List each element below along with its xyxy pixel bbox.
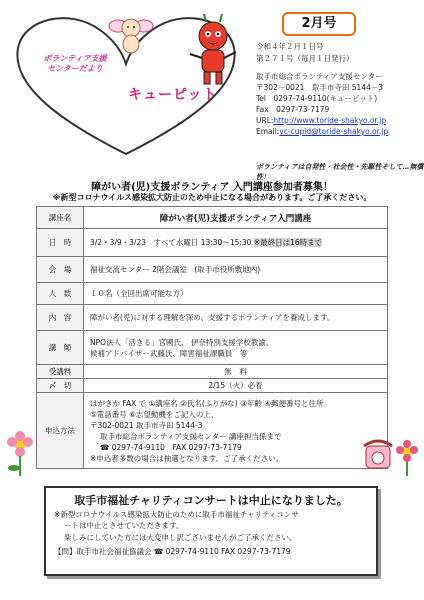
schedule-note: ※最終日は16時まで xyxy=(253,238,323,247)
lecturer-line: 候補アドバイザー武藤氏、障害福祉課職員 等 xyxy=(90,348,248,358)
table-row xyxy=(37,257,388,283)
row-label: 受講料 xyxy=(37,365,84,379)
application-line: はがきか FAX で ①講座名 ②氏名(ふりがな) ③年齢 ④郵便番号と住所 xyxy=(90,398,324,408)
organization-name: 取手市総合ボランティア支援センター xyxy=(256,72,383,81)
concert-line: 楽しみにしていた方には大変申し訳ございませんがご了承ください。 xyxy=(64,533,297,542)
heart-label-line1: ボランティア支援 xyxy=(43,54,107,63)
concert-title: 取手市福祉チャリティコンサートは中止になりました。 xyxy=(74,494,348,507)
website-link[interactable]: http://www.toride-shakyo.or.jp xyxy=(273,116,387,125)
table-row xyxy=(37,393,388,469)
fax: Fax 0297-73-7179 xyxy=(256,105,330,114)
month-badge: 2月号 xyxy=(282,12,356,36)
row-label: 人 数 xyxy=(37,283,84,305)
email-link[interactable]: vc-cupid@toride-shakyo.or.jp xyxy=(279,127,389,136)
course-name: 障がい者(児)支援ボランティア入門講座 xyxy=(84,207,388,229)
table-row xyxy=(37,331,388,365)
table-row xyxy=(37,365,388,379)
concert-contact: 【問】取手市社会福祉協議会 ☎ 0297-74-9110 FAX 0297-73-7179 xyxy=(54,547,291,556)
row-label: 〆 切 xyxy=(37,379,84,393)
row-label: 日 時 xyxy=(37,229,84,257)
flower-illustration-right xyxy=(392,440,422,478)
concert-line: ※新型コロナウイルス感染拡大防止のために取手市福祉チャリティコンサ xyxy=(54,510,299,519)
capacity-value: １０名（全回出席可能な方） xyxy=(84,283,388,305)
application-cell xyxy=(84,393,388,469)
flower-illustration-left xyxy=(2,430,38,478)
venue-value: 福祉交流センター 2階会議室 (取手市役所敷地内) xyxy=(84,257,388,283)
application-line: ⑤電話番号 ⑥志望動機をご記入の上、 xyxy=(90,409,219,419)
row-label: 講座名 xyxy=(37,207,84,229)
row-label: 内 容 xyxy=(37,305,84,331)
heart-label xyxy=(32,54,118,74)
url-label: URL: xyxy=(256,116,274,125)
covid-notice: ※新型コロナウイルス感染拡大防止のため中止になる場合があります。ご了承ください。 xyxy=(52,193,372,202)
fee-value: 無 料 xyxy=(84,365,388,379)
email-label: Email: xyxy=(256,127,280,136)
application-line: ※申込者多数の場合は抽選となります。ご了承ください。 xyxy=(90,453,284,463)
row-label: 講 師 xyxy=(37,331,84,365)
page-headline: 障がい者(児)支援ボランティア 入門講座参加者募集！ xyxy=(91,182,333,193)
table-row xyxy=(37,207,388,229)
row-label: 会 場 xyxy=(37,257,84,283)
issue-number: 第２７１号（毎月１日発行） xyxy=(256,54,354,63)
tagline: ボランティアは自発性・社会性・先駆性そして…無償性！ xyxy=(256,163,424,181)
content-value: 障がい者(児)に対する理解を深め、支援するボランティアを養成します。 xyxy=(84,305,388,331)
table-row xyxy=(37,379,388,393)
schedule-cell xyxy=(84,229,388,257)
cupid-illustration xyxy=(108,10,154,56)
cupid-title: キューピット xyxy=(128,87,218,103)
address: 〒302－0021 取手市寺田 5144－3 xyxy=(256,83,384,92)
course-info-table xyxy=(36,206,388,469)
deadline-value: 2/15（火）必着 xyxy=(84,379,388,393)
row-label: 申込方法 xyxy=(37,393,84,469)
table-row xyxy=(37,229,388,257)
telephone: Tel 0297-74-9110(キューピット) xyxy=(256,94,378,103)
schedule-value: 3/2・3/9・3/23 すべて水曜日 13:30～15:30 xyxy=(90,238,252,247)
application-line: ☎ 0297-74-9110 FAX 0297-73-7179 xyxy=(100,442,242,452)
application-line: 〒302-0021 取手市寺田 5144-3 xyxy=(90,420,203,430)
red-mascot-illustration xyxy=(186,14,240,86)
concert-line: ートは中止とさせていただきます。 xyxy=(64,521,184,530)
issue-date: 令和４年２月１日号 xyxy=(256,42,324,51)
heart-label-line2: センターだより xyxy=(47,64,103,73)
table-row xyxy=(37,283,388,305)
table-row xyxy=(37,305,388,331)
phone-illustration xyxy=(362,436,394,476)
lecturer-line: NPO法人「活きる」宮國氏、 伊奈特別支援学校教諭、 xyxy=(90,337,274,347)
application-line: 取手市総合ボランティア支援センター 講座担当係まで xyxy=(100,431,282,441)
lecturer-cell xyxy=(84,331,388,365)
